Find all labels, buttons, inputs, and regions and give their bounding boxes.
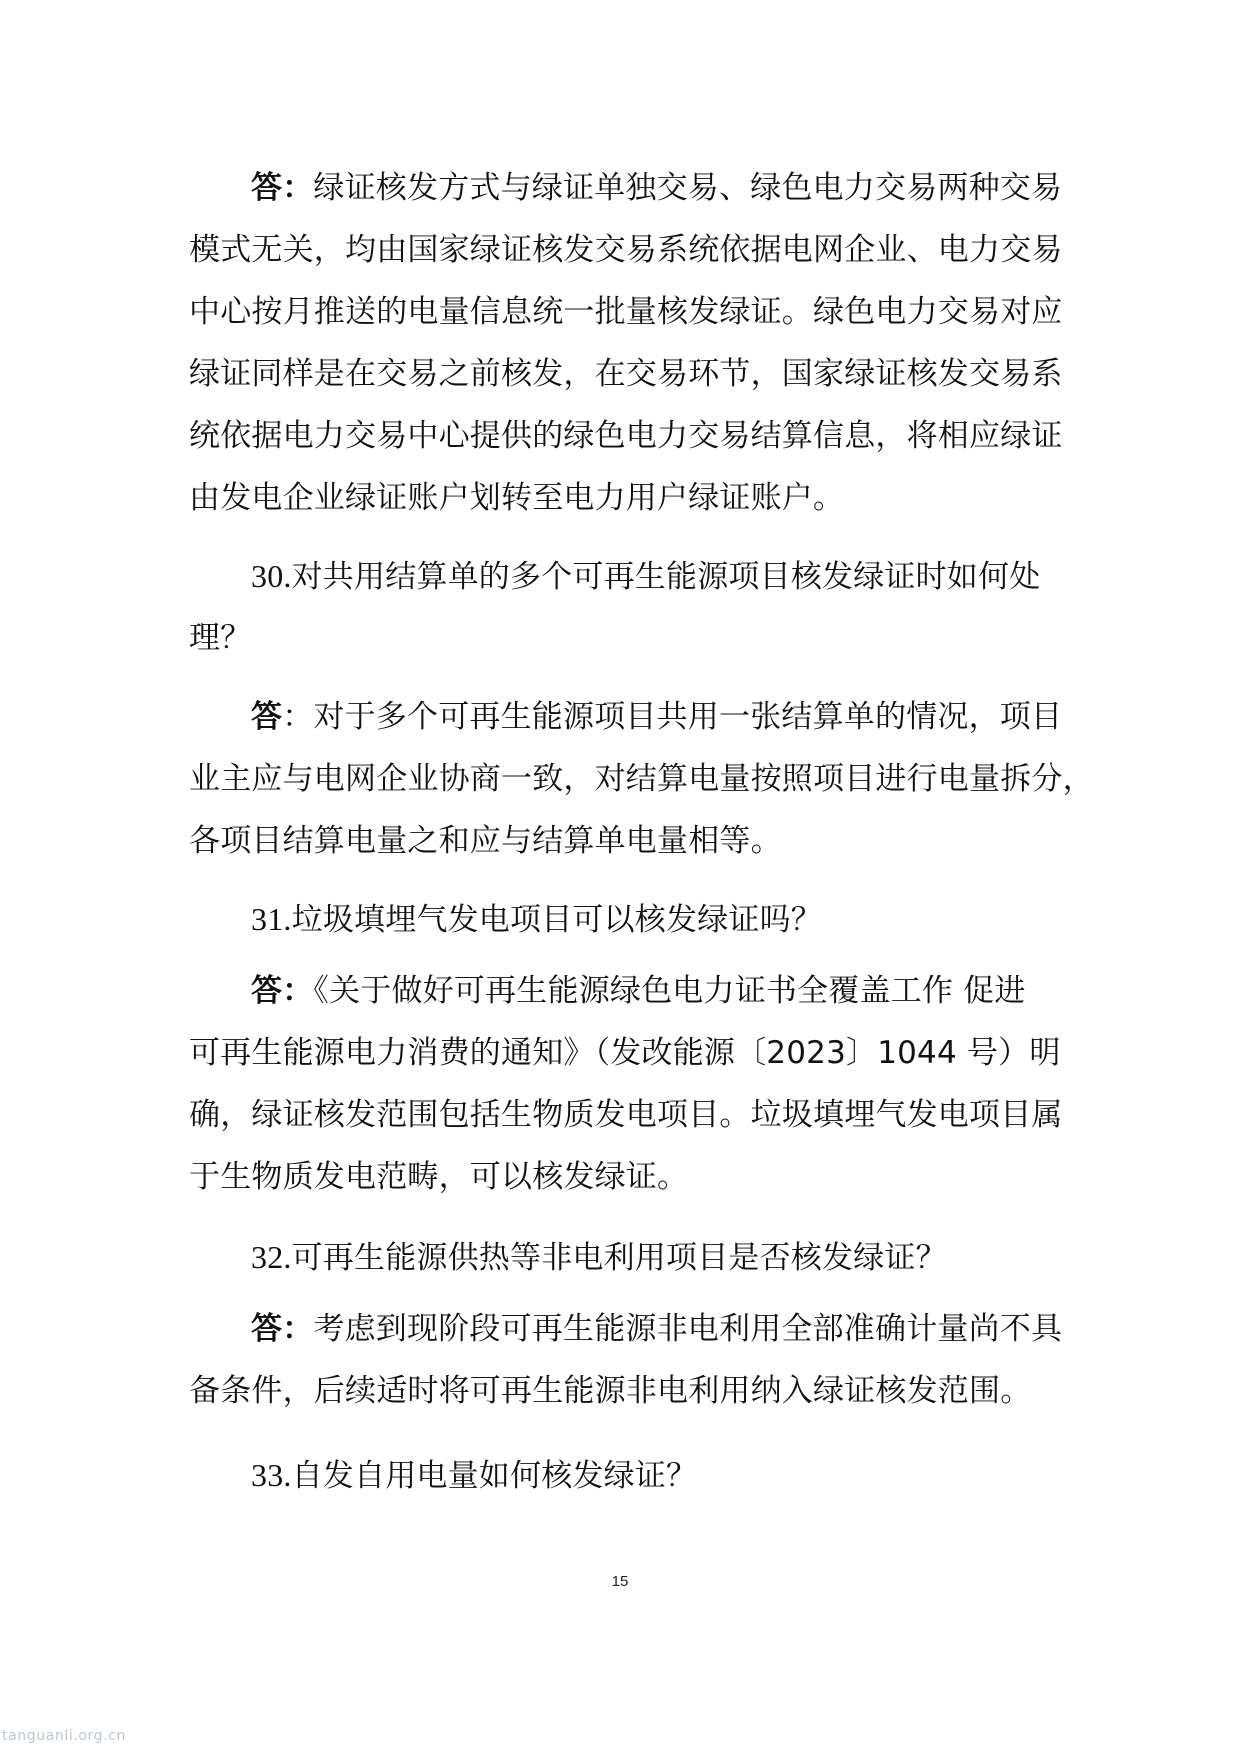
question-31-text-1: 垃圾填埋气发电项目可以核发绿证吗？ bbox=[291, 902, 823, 938]
question-number: 31. bbox=[251, 901, 292, 937]
answer-30-line-1 bbox=[189, 686, 1063, 748]
question-31-paragraph bbox=[189, 888, 1059, 950]
question-33-paragraph bbox=[189, 1444, 1059, 1506]
answer-31-line-3: 确，绿证核发范围包括生物质发电项目。垃圾填埋气发电项目属 bbox=[189, 1097, 1063, 1133]
answer-30-paragraph bbox=[189, 686, 1094, 872]
answer-30-line-3: 各项目结算电量之和应与结算单电量相等。 bbox=[189, 823, 782, 859]
question-31-line-1 bbox=[189, 888, 1059, 950]
answer-label: 答 bbox=[251, 699, 283, 735]
answer-32-text-1: 考虑到现阶段可再生能源非电利用全部准确计量尚不具 bbox=[313, 1311, 1063, 1347]
question-number: 33. bbox=[251, 1457, 292, 1493]
question-number: 30. bbox=[251, 558, 292, 594]
question-number: 32. bbox=[251, 1239, 292, 1275]
answer-label: 答： bbox=[251, 170, 314, 206]
question-32-text-1: 可再生能源供热等非电利用项目是否核发绿证？ bbox=[291, 1240, 947, 1276]
answer-32-line-1 bbox=[189, 1298, 1063, 1360]
question-30-line-2: 理？ bbox=[189, 620, 252, 656]
question-32-line-1 bbox=[189, 1226, 1059, 1288]
answer-29-line-4: 绿证同样是在交易之前核发，在交易环节，国家绿证核发交易系 bbox=[189, 356, 1063, 392]
answer-29-line-2: 模式无关，均由国家绿证核发交易系统依据电网企业、电力交易 bbox=[189, 232, 1063, 268]
page-number: 15 bbox=[611, 1573, 629, 1590]
answer-29-line-1 bbox=[189, 157, 1063, 219]
answer-30-line-2: 业主应与电网企业协商一致，对结算电量按照项目进行电量拆分， bbox=[189, 761, 1094, 797]
answer-31-line-2: 可再生能源电力消费的通知》（发改能源〔2023〕1044 号）明 bbox=[189, 1035, 1061, 1071]
answer-31-paragraph bbox=[189, 960, 1063, 1208]
question-30-line-1 bbox=[189, 545, 1059, 607]
answer-31-line-4: 于生物质发电范畴，可以核发绿证。 bbox=[189, 1159, 689, 1195]
answer-label: 答： bbox=[251, 973, 314, 1009]
answer-29-line-3: 中心按月推送的电量信息统一批量核发绿证。绿色电力交易对应 bbox=[189, 294, 1063, 330]
question-32-paragraph bbox=[189, 1226, 1059, 1288]
question-30-paragraph bbox=[189, 545, 1059, 669]
answer-29-line-6: 由发电企业绿证账户划转至电力用户绿证账户。 bbox=[189, 480, 845, 516]
answer-29-line-5: 统依据电力交易中心提供的绿色电力交易结算信息，将相应绿证 bbox=[189, 418, 1063, 454]
answer-label: 答： bbox=[251, 1311, 314, 1347]
question-33-text-1: 自发自用电量如何核发绿证？ bbox=[291, 1458, 698, 1494]
answer-31-text-1: 《关于做好可再生能源绿色电力证书全覆盖工作 促进 bbox=[313, 973, 1026, 1009]
answer-29-paragraph bbox=[189, 157, 1063, 529]
answer-32-line-2: 备条件，后续适时将可再生能源非电利用纳入绿证核发范围。 bbox=[189, 1373, 1032, 1409]
watermark: tanguanli.org.cn bbox=[2, 1728, 126, 1744]
answer-32-paragraph bbox=[189, 1298, 1063, 1422]
question-33-line-1 bbox=[189, 1444, 1059, 1506]
question-30-text-1: 对共用结算单的多个可再生能源项目核发绿证时如何处 bbox=[291, 559, 1041, 595]
answer-29-text-1: 绿证核发方式与绿证单独交易、绿色电力交易两种交易 bbox=[313, 170, 1063, 206]
answer-31-line-1 bbox=[189, 960, 1059, 1022]
answer-30-text-1: ：对于多个可再生能源项目共用一张结算单的情况，项目 bbox=[282, 699, 1063, 735]
